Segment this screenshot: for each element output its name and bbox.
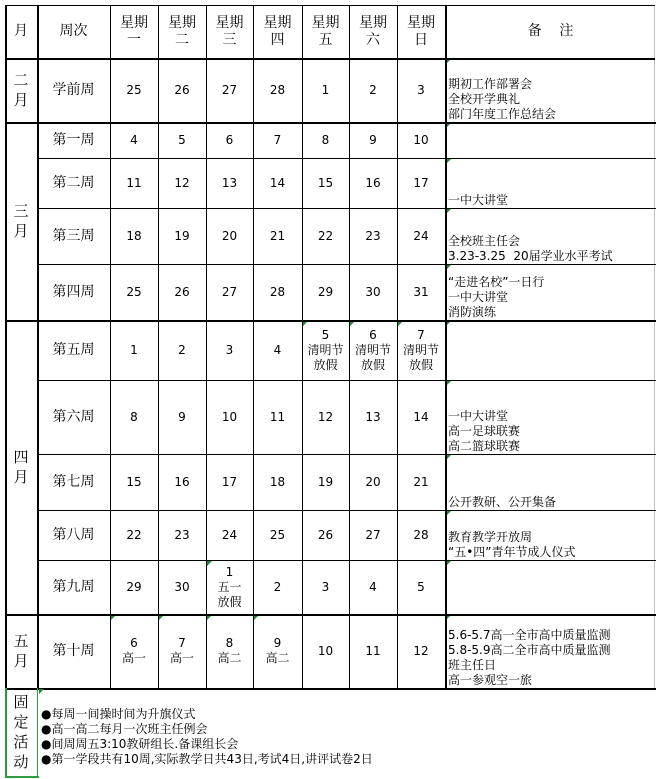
date-cell: 15 — [126, 474, 142, 489]
grid-line — [110, 5, 111, 688]
header-day-4: 星期 四 — [263, 14, 292, 48]
date-cell: 10 — [221, 409, 238, 424]
grid-line — [5, 122, 656, 124]
week-label: 第三周 — [52, 228, 95, 244]
row-notes — [448, 614, 653, 688]
date-cell: 16 — [365, 175, 381, 190]
date-cell: 3 — [225, 342, 234, 357]
fixed-activity-item: ●每周一间操时间为升旗仪式 — [41, 707, 196, 721]
date-cell: 7 清明节 放假 — [402, 327, 439, 372]
row-notes — [448, 208, 653, 264]
date-cell: 5 清明节 放假 — [307, 327, 344, 372]
grid-line — [654, 5, 655, 688]
header-day-5: 星期 五 — [311, 14, 340, 48]
week-label: 第十周 — [52, 643, 95, 659]
grid-line — [37, 158, 656, 159]
month-cell: 三 月 — [13, 202, 29, 240]
fixed-activity-item: ●第一学段共有10周,实际教学日共43日,考试4日,讲评试卷2日 — [41, 752, 373, 766]
date-cell: 19 — [317, 474, 334, 489]
grid-line — [37, 380, 656, 381]
date-cell: 7 高一 — [169, 636, 194, 665]
date-cell: 24 — [221, 527, 238, 542]
grid-line — [37, 5, 39, 688]
date-cell: 23 — [174, 527, 190, 542]
row-notes — [448, 380, 653, 454]
date-cell: 2 — [369, 82, 377, 97]
date-cell: 26 — [174, 284, 190, 299]
date-cell: 17 — [221, 474, 238, 489]
grid-line — [5, 688, 656, 690]
week-label: 第九周 — [52, 579, 95, 595]
week-label: 第六周 — [52, 409, 95, 425]
date-cell: 28 — [269, 284, 286, 299]
date-cell: 21 — [413, 474, 429, 489]
grid-line — [37, 688, 38, 776]
row-notes — [448, 510, 653, 560]
date-cell: 2 — [178, 342, 186, 357]
row-notes-text: 教育教学开放周 “五•四”青年节成人仪式 — [448, 530, 576, 559]
date-cell: 2 — [273, 579, 282, 594]
week-label: 第二周 — [52, 175, 95, 191]
date-cell: 3 — [417, 82, 425, 97]
fixed-activity-item: ●间周周五3:10教研组长.备课组长会 — [41, 737, 239, 751]
row-notes-text: 期初工作部署会 全校开学典礼 部门年度工作总结会 — [448, 77, 557, 121]
row-notes — [448, 158, 653, 208]
date-cell: 5 — [178, 132, 186, 147]
date-cell: 18 — [126, 228, 142, 243]
header-day-7: 星期 日 — [407, 14, 435, 48]
date-cell: 10 — [413, 132, 429, 147]
row-notes — [448, 560, 653, 614]
date-cell: 27 — [221, 82, 238, 97]
date-cell: 12 — [174, 175, 190, 190]
date-cell: 17 — [413, 175, 429, 190]
grid-line — [158, 5, 159, 688]
row-notes — [448, 58, 653, 122]
date-cell: 23 — [365, 228, 381, 243]
date-cell: 20 — [221, 228, 238, 243]
date-cell: 8 高二 — [217, 636, 242, 665]
week-label: 学前周 — [52, 82, 95, 98]
date-cell: 30 — [365, 284, 381, 299]
date-cell: 26 — [317, 527, 334, 542]
date-cell: 9 — [369, 132, 377, 147]
date-cell: 9 高二 — [265, 636, 290, 665]
grid-line — [253, 5, 254, 688]
date-cell: 24 — [413, 228, 429, 243]
row-notes-text: 全校班主任会 3.23-3.25 20届学业水平考试 — [448, 234, 613, 263]
date-cell: 1 — [321, 82, 330, 97]
month-cell: 二 月 — [13, 71, 29, 109]
grid-line — [5, 58, 655, 60]
date-cell: 16 — [174, 474, 190, 489]
grid-line — [37, 264, 656, 265]
date-cell: 11 — [126, 175, 142, 190]
grid-line — [302, 5, 303, 688]
date-cell: 27 — [365, 527, 381, 542]
row-notes-text: 一中大讲堂 高一足球联赛 高二篮球联赛 — [448, 409, 521, 453]
date-cell: 15 — [317, 175, 334, 190]
date-cell: 14 — [413, 409, 429, 424]
week-label: 第一周 — [52, 132, 95, 148]
header-day-6: 星期 六 — [359, 14, 387, 48]
date-cell: 6 高一 — [121, 636, 146, 665]
header-month: 月 — [14, 23, 28, 39]
date-cell: 29 — [317, 284, 334, 299]
date-cell: 4 — [273, 342, 282, 357]
date-cell: 7 — [273, 132, 282, 147]
date-cell: 12 — [317, 409, 334, 424]
row-notes-text: 一中大讲堂 — [448, 193, 509, 207]
date-cell: 19 — [174, 228, 190, 243]
date-cell: 6 — [225, 132, 234, 147]
row-notes — [448, 320, 653, 380]
date-cell: 9 — [178, 409, 186, 424]
date-cell: 30 — [174, 579, 190, 594]
row-notes — [448, 122, 653, 158]
date-cell: 12 — [413, 643, 429, 658]
week-label: 第四周 — [52, 284, 95, 300]
comment-marker-icon — [39, 689, 44, 694]
date-cell: 28 — [413, 527, 429, 542]
date-cell: 10 — [317, 643, 334, 658]
month-cell: 五 月 — [13, 632, 29, 670]
row-notes-text: 公开教研、公开集备 — [448, 495, 557, 509]
date-cell: 29 — [126, 579, 142, 594]
grid-line — [5, 5, 655, 6]
date-cell: 6 清明节 放假 — [354, 327, 391, 372]
grid-line — [37, 208, 656, 209]
grid-line — [5, 320, 656, 322]
row-notes-text: “走进名校”一日行 一中大讲堂 消防演练 — [448, 275, 545, 319]
fixed-activity-item: ●高一高二每月一次班主任例会 — [41, 722, 208, 736]
header-notes: 备 注 — [527, 23, 574, 39]
date-cell: 31 — [413, 284, 429, 299]
date-cell: 4 — [130, 132, 138, 147]
header-day-1: 星期 一 — [120, 14, 148, 48]
grid-line — [349, 5, 350, 688]
date-cell: 25 — [126, 284, 142, 299]
grid-line — [5, 5, 7, 688]
date-cell: 1 五一 放假 — [217, 564, 242, 609]
date-cell: 4 — [369, 579, 377, 594]
grid-line — [5, 614, 656, 616]
date-cell: 13 — [221, 175, 238, 190]
date-cell: 27 — [221, 284, 238, 299]
date-cell: 20 — [365, 474, 381, 489]
month-cell: 四 月 — [13, 448, 29, 486]
date-cell: 18 — [269, 474, 286, 489]
header-week: 周次 — [59, 23, 88, 39]
date-cell: 5 — [417, 579, 425, 594]
date-cell: 1 — [130, 342, 138, 357]
date-cell: 11 — [269, 409, 286, 424]
grid-line — [206, 5, 207, 688]
date-cell: 3 — [321, 579, 330, 594]
date-cell: 11 — [365, 643, 381, 658]
date-cell: 14 — [269, 175, 286, 190]
header-day-2: 星期 二 — [168, 14, 196, 48]
grid-line — [37, 560, 656, 561]
date-cell: 26 — [174, 82, 190, 97]
grid-line — [5, 776, 39, 778]
header-day-3: 星期 三 — [215, 14, 244, 48]
row-notes — [448, 454, 653, 510]
date-cell: 8 — [321, 132, 330, 147]
comment-marker-icon — [207, 561, 212, 566]
date-cell: 22 — [317, 228, 334, 243]
grid-line — [37, 510, 656, 511]
grid-line — [397, 5, 398, 688]
date-cell: 8 — [130, 409, 138, 424]
grid-line — [445, 5, 447, 688]
date-cell: 13 — [365, 409, 381, 424]
fixed-activities-label: 固 定 活 动 — [13, 693, 29, 771]
row-notes — [448, 264, 653, 320]
row-notes-text: 5.6-5.7高一全市高中质量监测 5.8-5.9高二全市高中质量监测 班主任日 高一参观空一旅 — [448, 628, 611, 687]
date-cell: 22 — [126, 527, 142, 542]
grid-line — [37, 454, 656, 455]
date-cell: 28 — [269, 82, 286, 97]
date-cell: 25 — [269, 527, 286, 542]
week-label: 第八周 — [52, 527, 95, 543]
date-cell: 25 — [126, 82, 142, 97]
week-label: 第七周 — [52, 474, 95, 490]
date-cell: 21 — [269, 228, 286, 243]
week-label: 第五周 — [52, 342, 95, 358]
